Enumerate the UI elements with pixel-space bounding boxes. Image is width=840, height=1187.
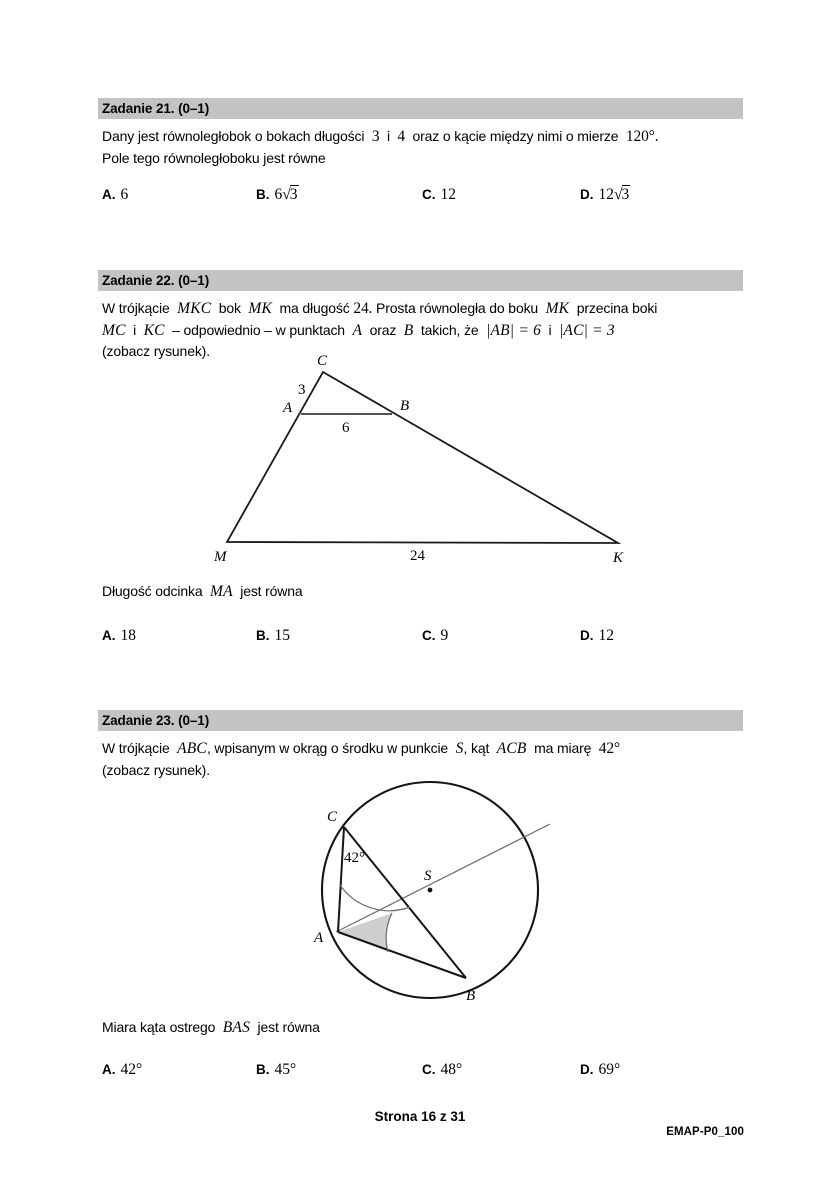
math-acb: ACB [496, 740, 527, 757]
circle-diagram-svg [300, 780, 570, 1010]
answer-value: 12 [440, 186, 456, 203]
answer-letter: C. [422, 628, 436, 643]
task-22-figure [200, 352, 650, 567]
answer-value: 9 [440, 627, 449, 644]
answer-letter: A. [102, 1062, 116, 1077]
task-23-prompt [102, 1019, 320, 1037]
math-bas: BAS [222, 1019, 251, 1036]
answer-option-c[interactable] [422, 627, 448, 645]
task-23-answers [102, 1061, 747, 1083]
answer-option-b[interactable] [256, 186, 299, 204]
answer-value: 12 [598, 627, 614, 644]
math-42-deg: 42° [598, 740, 620, 757]
task-21-line-2: Pole tego równoległoboku jest równe [102, 149, 326, 166]
radical-sign: √ [282, 186, 291, 203]
task-22-header: Zadanie 22. (0–1) [98, 270, 743, 291]
answer-option-d[interactable] [580, 1061, 620, 1079]
label-k: K [613, 550, 624, 566]
label-c: C [317, 353, 328, 369]
task-22-prompt [102, 583, 303, 601]
math-s: S [455, 740, 464, 757]
answer-option-d[interactable] [580, 186, 630, 204]
answer-letter: A. [102, 628, 116, 643]
task-21-answers [102, 186, 747, 208]
answer-value [275, 186, 299, 203]
label-side-24: 24 [410, 548, 425, 564]
label-b: B [400, 398, 410, 414]
text-i: i [133, 321, 137, 338]
label-c: C [327, 809, 338, 825]
math-b: B [403, 321, 414, 339]
text-conj: i [386, 128, 390, 144]
task-22 [98, 270, 743, 363]
label-m: M [214, 549, 227, 565]
text-miara: Miara kąta ostrego [102, 1019, 216, 1035]
answer-letter: D. [580, 1062, 594, 1077]
math-ac-eq-3: |AC| = 3 [558, 321, 615, 339]
label-side-3: 3 [298, 382, 306, 398]
task-21-body [98, 119, 743, 169]
text-takich: takich, że [420, 321, 479, 338]
task-22-line-2 [102, 320, 743, 342]
answer-value: 6 [120, 186, 129, 203]
text-wtrojkacie: W trójkącie [102, 740, 170, 756]
radical-coefficient: 6 [274, 186, 283, 203]
math-number-4: 4 [397, 128, 405, 145]
answer-letter: B. [256, 187, 270, 202]
answer-letter: C. [422, 1062, 436, 1077]
answer-value: 18 [120, 627, 136, 644]
radicand: 3 [621, 186, 630, 203]
answer-letter: D. [580, 628, 594, 643]
task-22-line-3: (zobacz rysunek). [102, 343, 210, 359]
math-angle-120: 120°. [625, 128, 659, 145]
task-22-line-1 [102, 298, 743, 320]
task-23-header: Zadanie 23. (0–1) [98, 710, 743, 731]
math-ab-eq-6: |AB| = 6 [486, 321, 542, 339]
task-23-line-1 [102, 738, 743, 760]
math-mk-2: MK [545, 300, 570, 317]
line-through-a-and-s [336, 824, 550, 932]
answer-option-a[interactable] [102, 186, 128, 204]
text-fragment: W trójkącie [102, 300, 170, 316]
segment-ca [338, 827, 344, 932]
task-22-answers [102, 627, 747, 649]
answer-letter: C. [422, 187, 436, 202]
label-a: A [314, 930, 324, 946]
answer-letter: B. [256, 1062, 270, 1077]
math-mk: MK [248, 300, 273, 317]
answer-letter: B. [256, 628, 270, 643]
text-mamiare: ma miarę [534, 740, 592, 756]
center-point-s [428, 888, 433, 893]
exam-code: EMAP-P0_100 [666, 1126, 744, 1138]
text-kat: , kąt [463, 740, 490, 756]
answer-option-a[interactable] [102, 627, 136, 645]
task-23-line-2: (zobacz rysunek). [102, 761, 210, 778]
radical-coefficient: 12 [598, 186, 614, 203]
label-side-6: 6 [342, 420, 350, 436]
text-wpisanym: , wpisanym w okrąg o środku w punkcie [206, 740, 449, 756]
text-i-2: i [548, 321, 552, 338]
math-mkc: MKC [177, 300, 212, 317]
text-oraz: oraz [369, 321, 397, 338]
answer-value: 15 [274, 627, 290, 644]
text-fragment-2: oraz o kącie między nimi o mierze [412, 128, 619, 144]
triangle-mkc [227, 372, 618, 543]
answer-option-a[interactable] [102, 1061, 142, 1079]
radicand: 3 [289, 186, 298, 203]
math-24: 24. [353, 300, 373, 317]
answer-option-b[interactable] [256, 1061, 296, 1079]
task-21-header: Zadanie 21. (0–1) [98, 98, 743, 119]
text-fragment: Dany jest równoległobok o bokach długości [102, 128, 365, 144]
text-jest-rowna: jest równa [240, 583, 303, 599]
label-b: B [466, 988, 476, 1004]
answer-value [599, 186, 631, 203]
answer-option-b[interactable] [256, 627, 290, 645]
answer-option-c[interactable] [422, 186, 456, 204]
text-jest-rowna: jest równa [257, 1019, 320, 1035]
shaded-angle-bas [338, 913, 392, 952]
task-23-body [98, 731, 743, 781]
task-21 [98, 98, 743, 169]
math-mc: MC [102, 321, 126, 339]
text-prosta: Prosta równoległa do boku [376, 300, 539, 316]
answer-value: 45° [274, 1061, 297, 1078]
label-s: S [424, 868, 432, 884]
math-a: A [352, 321, 363, 339]
math-ma: MA [209, 583, 233, 600]
answer-option-d[interactable] [580, 627, 614, 645]
answer-letter: A. [102, 187, 116, 202]
angle-arc-acb [340, 885, 410, 911]
answer-option-c[interactable] [422, 1061, 462, 1079]
answer-letter: D. [580, 187, 594, 202]
text-madlugosc: ma długość [279, 300, 350, 316]
answer-value: 69° [598, 1061, 621, 1078]
math-kc: KC [143, 321, 165, 339]
triangle-diagram-svg [200, 352, 650, 567]
task-23 [98, 710, 743, 781]
answer-value: 42° [120, 1061, 143, 1078]
label-angle-42: 42° [344, 850, 365, 866]
task-23-figure [300, 780, 570, 1010]
task-21-line-1 [102, 126, 743, 148]
text-dlugosc: Długość odcinka [102, 583, 203, 599]
text-przecina: przecina boki [576, 300, 658, 316]
answer-value: 48° [440, 1061, 463, 1078]
radical-sign: √ [614, 186, 623, 203]
math-abc: ABC [177, 740, 207, 757]
math-number-3: 3 [371, 128, 380, 145]
text-bok: bok [218, 300, 241, 316]
label-a: A [283, 400, 293, 416]
text-odpowiednio: – odpowiednio – w punktach [172, 321, 345, 338]
page-footer: Strona 16 z 31 [374, 1109, 466, 1124]
